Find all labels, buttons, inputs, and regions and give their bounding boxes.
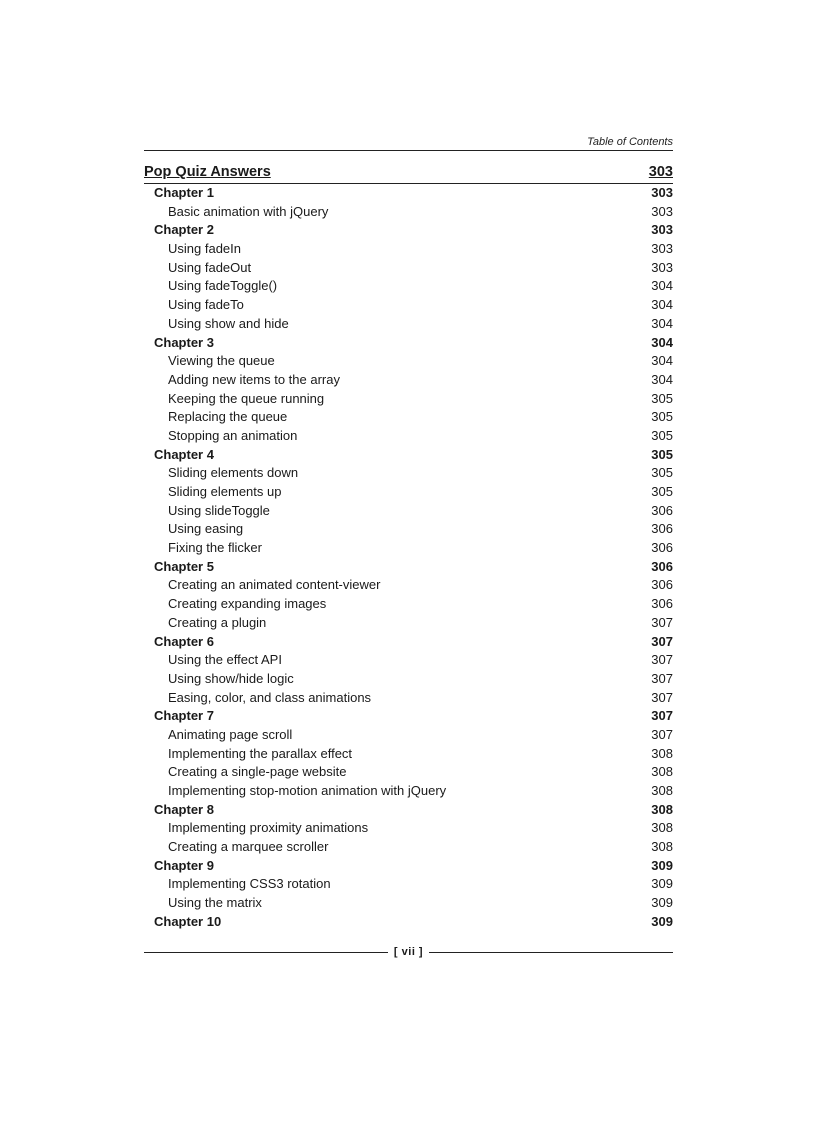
- entry-page: 307: [651, 652, 673, 668]
- toc-chapter-entry[interactable]: [144, 558, 673, 577]
- entry-page: 306: [651, 540, 673, 556]
- entry-title: Easing, color, and class animations: [168, 689, 372, 705]
- entry-title: Chapter 1: [154, 185, 214, 200]
- part-page: 303: [648, 164, 673, 180]
- entry-title: Animating page scroll: [168, 726, 293, 742]
- entry-page: 303: [651, 185, 673, 200]
- toc-section-entry[interactable]: [144, 745, 673, 764]
- page-folio: [ vii ]: [393, 946, 424, 958]
- toc-chapter-entry[interactable]: [144, 221, 673, 240]
- footer-rule-right: [429, 952, 673, 953]
- entry-title: Using easing: [168, 521, 244, 537]
- entry-title: Using fadeIn: [168, 241, 241, 257]
- running-head: Table of Contents: [587, 136, 673, 148]
- entry-page: 306: [651, 558, 673, 574]
- toc-section-entry[interactable]: [144, 371, 673, 390]
- entry-title: Chapter 8: [154, 801, 214, 817]
- toc-chapter-entry[interactable]: [144, 184, 673, 203]
- entry-title: Adding new items to the array: [168, 371, 340, 387]
- entry-page: 307: [651, 708, 673, 724]
- entry-title: Creating a marquee scroller: [168, 839, 329, 855]
- entry-title: Sliding elements up: [168, 484, 282, 499]
- toc-chapter-entry[interactable]: [144, 446, 673, 465]
- entry-page: 305: [651, 446, 673, 462]
- footer-rule-left: [144, 952, 388, 953]
- toc-section-entry[interactable]: [144, 296, 673, 315]
- toc-section-entry[interactable]: [144, 614, 673, 633]
- toc-section-entry[interactable]: [144, 427, 673, 446]
- entry-page: 306: [651, 502, 673, 518]
- toc-section-entry[interactable]: [144, 203, 673, 222]
- part-title: Pop Quiz Answers: [144, 164, 271, 180]
- entry-title: Creating a plugin: [168, 614, 267, 630]
- toc-section-entry[interactable]: [144, 875, 673, 894]
- entry-page: 308: [651, 764, 673, 780]
- toc-section-entry[interactable]: [144, 464, 673, 483]
- entry-page: 305: [651, 409, 673, 425]
- entry-page: 304: [651, 278, 673, 294]
- entry-page: 304: [651, 315, 673, 331]
- entry-title: Chapter 3: [154, 334, 214, 350]
- entry-page: 306: [651, 521, 673, 537]
- toc-section-entry[interactable]: [144, 651, 673, 670]
- toc-chapter-entry[interactable]: [144, 801, 673, 820]
- entry-title: Basic animation with jQuery: [168, 203, 329, 219]
- entry-page: 307: [651, 689, 673, 705]
- entry-title: Creating a single-page website: [168, 764, 347, 780]
- toc-chapter-entry[interactable]: [144, 334, 673, 353]
- entry-page: 303: [651, 203, 673, 219]
- entry-title: Sliding elements down: [168, 465, 299, 481]
- header-rule: [144, 150, 673, 151]
- toc-section-entry[interactable]: [144, 894, 673, 913]
- toc-section-entry[interactable]: [144, 352, 673, 371]
- entry-page: 307: [651, 614, 673, 630]
- entry-title: Creating expanding images: [168, 596, 327, 612]
- entry-page: 305: [651, 390, 673, 406]
- entry-page: 305: [651, 484, 673, 499]
- entry-title: Implementing the parallax effect: [168, 745, 353, 761]
- entry-page: 303: [651, 222, 673, 238]
- entry-title: Implementing stop-motion animation with jQuery: [168, 783, 447, 798]
- entry-page: 307: [651, 670, 673, 686]
- toc-section-entry[interactable]: [144, 782, 673, 801]
- entry-page: 309: [651, 913, 673, 929]
- entry-page: 308: [651, 820, 673, 836]
- toc-chapter-entry[interactable]: [144, 633, 673, 652]
- entry-title: Stopping an animation: [168, 427, 298, 443]
- toc-section-entry[interactable]: [144, 408, 673, 427]
- toc-entries: [144, 184, 673, 932]
- entry-page: 309: [651, 895, 673, 911]
- toc-section-entry[interactable]: [144, 726, 673, 745]
- entry-title: Implementing proximity animations: [168, 820, 369, 836]
- table-of-contents: [144, 164, 673, 932]
- toc-section-entry[interactable]: [144, 483, 673, 502]
- entry-title: Fixing the flicker: [168, 540, 262, 556]
- entry-page: 308: [651, 839, 673, 855]
- entry-title: Using fadeOut: [168, 259, 252, 275]
- toc-part-heading[interactable]: [144, 164, 673, 184]
- entry-title: Creating an animated content-viewer: [168, 577, 381, 593]
- entry-title: Implementing CSS3 rotation: [168, 876, 331, 892]
- toc-section-entry[interactable]: [144, 763, 673, 782]
- page-footer: [144, 945, 673, 959]
- entry-page: 304: [651, 371, 673, 387]
- entry-title: Using fadeToggle(): [168, 278, 278, 294]
- entry-title: Using the matrix: [168, 895, 262, 911]
- toc-section-entry[interactable]: [144, 838, 673, 857]
- entry-title: Chapter 9: [154, 857, 214, 873]
- entry-title: Chapter 10: [154, 913, 222, 929]
- entry-title: Keeping the queue running: [168, 390, 325, 406]
- entry-page: 309: [651, 876, 673, 892]
- toc-section-entry[interactable]: [144, 259, 673, 278]
- toc-section-entry[interactable]: [144, 539, 673, 558]
- entry-page: 304: [651, 334, 673, 350]
- entry-page: 305: [651, 427, 673, 443]
- toc-chapter-entry[interactable]: [144, 913, 673, 932]
- entry-page: 308: [651, 801, 673, 817]
- toc-section-entry[interactable]: [144, 520, 673, 539]
- entry-page: 303: [651, 241, 673, 257]
- entry-page: 308: [651, 745, 673, 761]
- toc-section-entry[interactable]: [144, 819, 673, 838]
- toc-section-entry[interactable]: [144, 277, 673, 296]
- toc-chapter-entry[interactable]: [144, 857, 673, 876]
- entry-page: 304: [651, 297, 673, 313]
- entry-title: Using fadeTo: [168, 297, 244, 313]
- entry-page: 309: [651, 857, 673, 873]
- entry-page: 307: [651, 726, 673, 742]
- entry-page: 304: [651, 353, 673, 369]
- toc-section-entry[interactable]: [144, 390, 673, 409]
- toc-section-entry[interactable]: [144, 689, 673, 708]
- entry-page: 303: [651, 259, 673, 275]
- entry-title: Chapter 4: [154, 446, 214, 462]
- entry-page: 307: [651, 633, 673, 649]
- entry-title: Replacing the queue: [168, 409, 288, 425]
- entry-page: 308: [651, 783, 673, 798]
- toc-section-entry[interactable]: [144, 670, 673, 689]
- entry-page: 306: [651, 577, 673, 593]
- toc-section-entry[interactable]: [144, 315, 673, 334]
- entry-title: Using show/hide logic: [168, 670, 294, 686]
- entry-title: Using show and hide: [168, 315, 289, 331]
- entry-title: Chapter 2: [154, 222, 214, 238]
- entry-title: Chapter 5: [154, 558, 214, 574]
- entry-title: Chapter 6: [154, 633, 214, 649]
- toc-section-entry[interactable]: [144, 240, 673, 259]
- entry-title: Using the effect API: [168, 652, 282, 668]
- toc-section-entry[interactable]: [144, 502, 673, 521]
- entry-title: Viewing the queue: [168, 353, 275, 369]
- entry-title: Chapter 7: [154, 708, 214, 724]
- toc-section-entry[interactable]: [144, 576, 673, 595]
- entry-page: 305: [651, 465, 673, 481]
- toc-section-entry[interactable]: [144, 595, 673, 614]
- entry-page: 306: [651, 596, 673, 612]
- toc-chapter-entry[interactable]: [144, 707, 673, 726]
- entry-title: Using slideToggle: [168, 502, 270, 518]
